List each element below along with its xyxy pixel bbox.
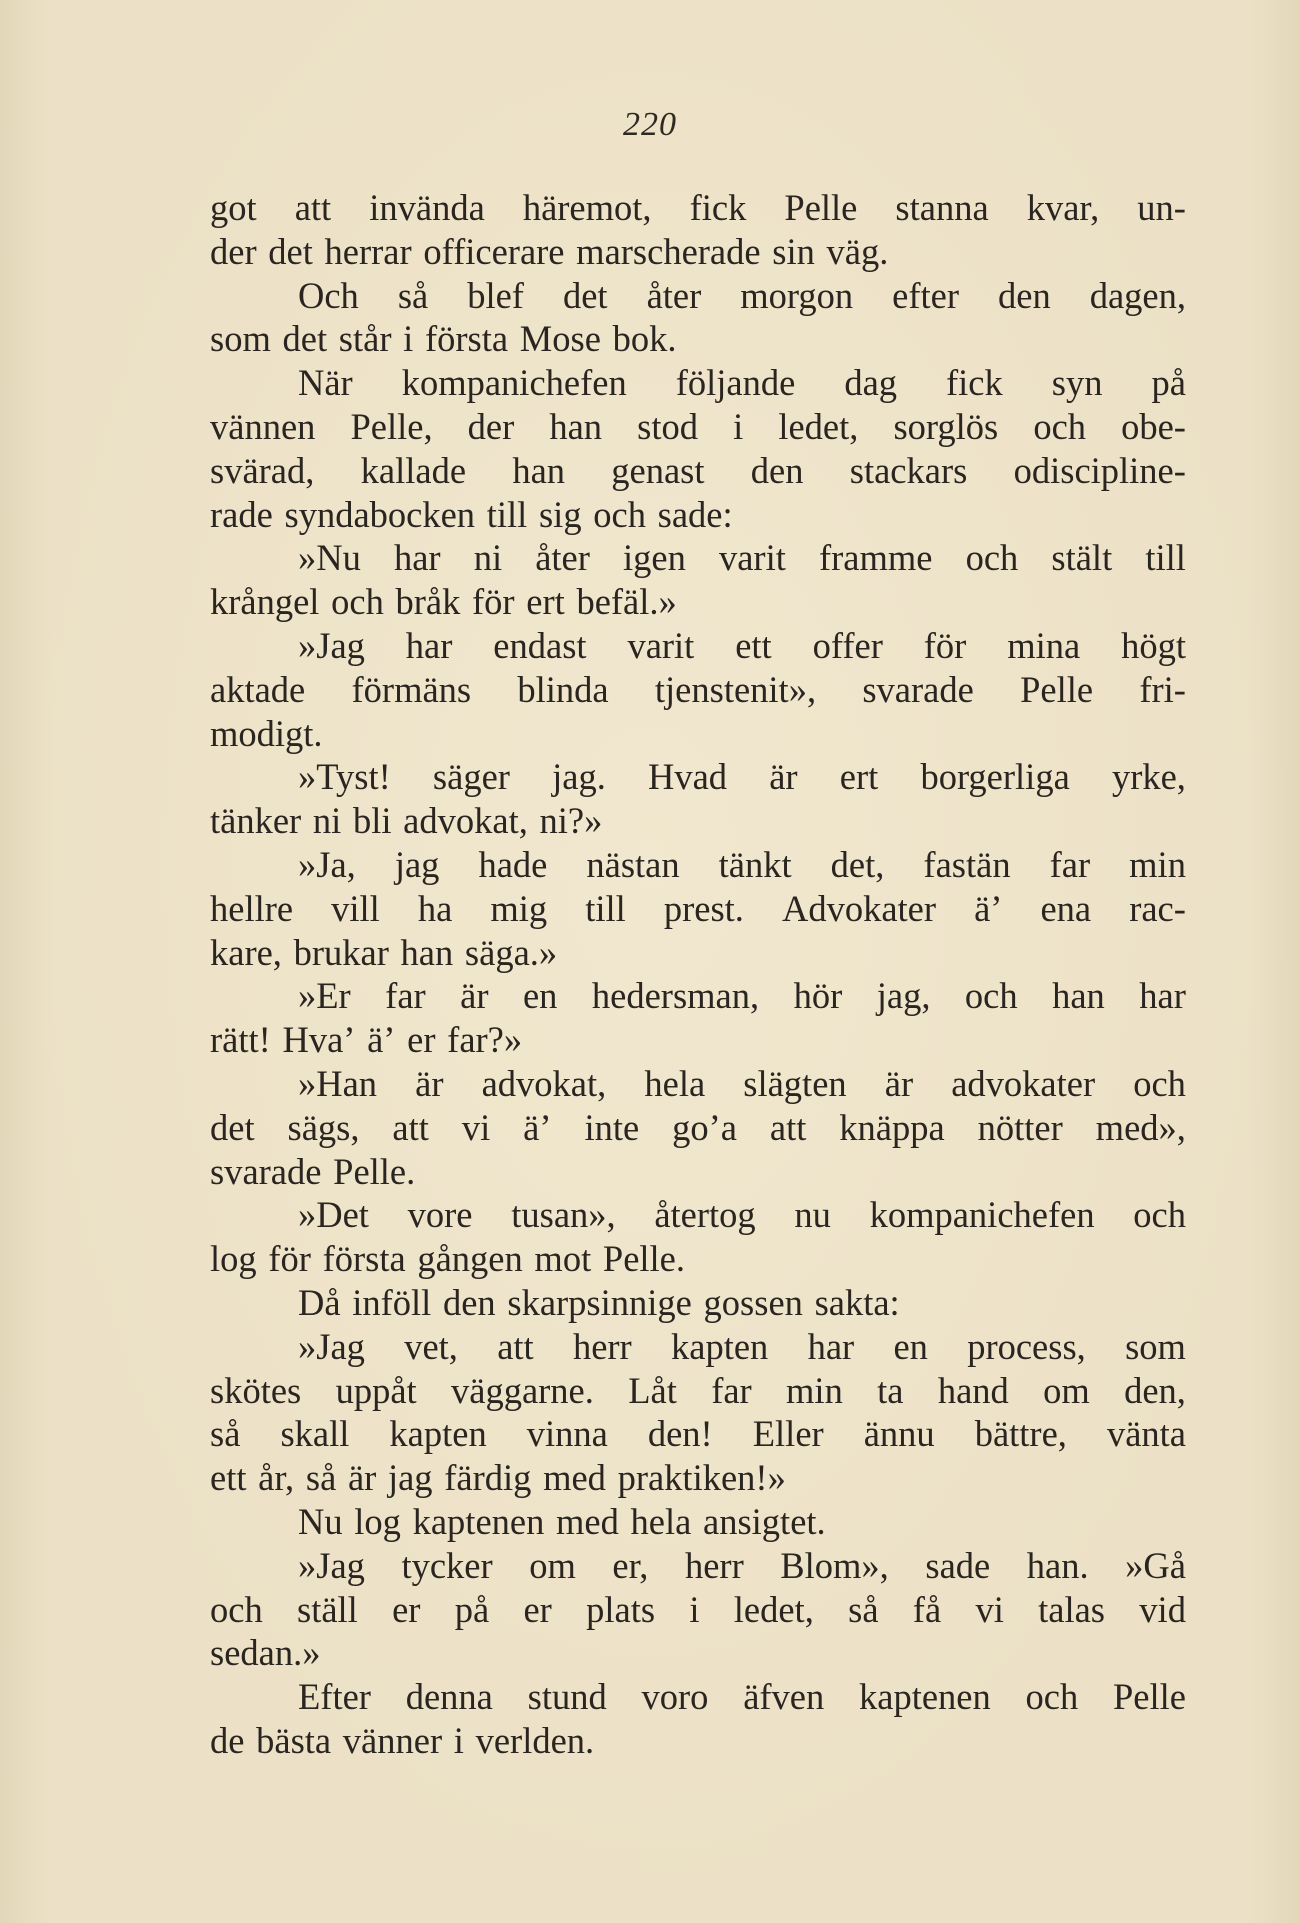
text-line: som det står i första Mose bok. (210, 318, 677, 360)
text-line: tänker ni bli advokat, ni?» (210, 800, 603, 842)
text-line: skötes uppåt väggarne. Låt far min ta hand om den, (210, 1369, 1186, 1411)
text-line: ett år, så är jag färdig med praktiken!» (210, 1457, 786, 1499)
text-line: svarade Pelle. (210, 1150, 416, 1192)
text-line: »Jag har endast varit ett offer för mina högt (298, 624, 1186, 666)
text-line: kare, brukar han säga.» (210, 931, 558, 973)
text-line: Efter denna stund voro äfven kaptenen och Pelle (298, 1676, 1186, 1718)
text-line: rätt! Hva’ ä’ er far?» (210, 1019, 523, 1061)
text-line: svärad, kallade han genast den stackars odiscipline- (210, 449, 1186, 491)
text-line: hellre vill ha mig till prest. Advokater ä’ ena rac- (210, 887, 1186, 929)
text-line: »Det vore tusan», återtog nu kompanichefen och (298, 1194, 1186, 1236)
text-line: Då inföll den skarpsinnige gossen sakta: (298, 1281, 900, 1323)
text-line: så skall kapten vinna den! Eller ännu bättre, vänta (210, 1413, 1186, 1455)
text-line: Nu log kaptenen med hela ansigtet. (298, 1500, 826, 1542)
text-line: »Jag vet, att herr kapten har en process, som (298, 1325, 1186, 1367)
text-line: sedan.» (210, 1632, 321, 1674)
text-line: aktade förmäns blinda tjenstenit», svarade Pelle fri- (210, 668, 1186, 710)
text-line: »Tyst! säger jag. Hvad är ert borgerliga yrke, (298, 756, 1186, 798)
text-line: got att invända häremot, fick Pelle stanna kvar, un- (210, 187, 1186, 228)
text-line: modigt. (210, 712, 323, 754)
text-line: Och så blef det åter morgon efter den dagen, (298, 274, 1186, 316)
text-line: de bästa vänner i verlden. (210, 1719, 595, 1761)
text-line: »Jag tycker om er, herr Blom», sade han. »Gå (298, 1544, 1186, 1586)
text-line: »Nu har ni åter igen varit framme och stält till (298, 537, 1186, 579)
body-text (210, 186, 1186, 1763)
text-line: »Er far är en hedersman, hör jag, och han har (298, 975, 1186, 1017)
text-line: vännen Pelle, der han stod i ledet, sorglös och obe- (210, 405, 1186, 447)
text-line: log för första gången mot Pelle. (210, 1238, 685, 1280)
text-line: det sägs, att vi ä’ inte go’a att knäppa nötter med», (210, 1106, 1186, 1148)
text-line: och ställ er på er plats i ledet, så få vi talas vid (210, 1588, 1186, 1630)
text-line: När kompanichefen följande dag fick syn på (298, 362, 1186, 404)
text-line: »Ja, jag hade nästan tänkt det, fastän far min (298, 843, 1186, 885)
text-line: »Han är advokat, hela slägten är advokater och (298, 1062, 1186, 1104)
page-number: 220 (623, 106, 677, 143)
text-line: der det herrar officerare marscherade sin väg. (210, 230, 889, 272)
text-line: krångel och bråk för ert befäl.» (210, 581, 677, 623)
text-line: rade syndabocken till sig och sade: (210, 493, 733, 535)
